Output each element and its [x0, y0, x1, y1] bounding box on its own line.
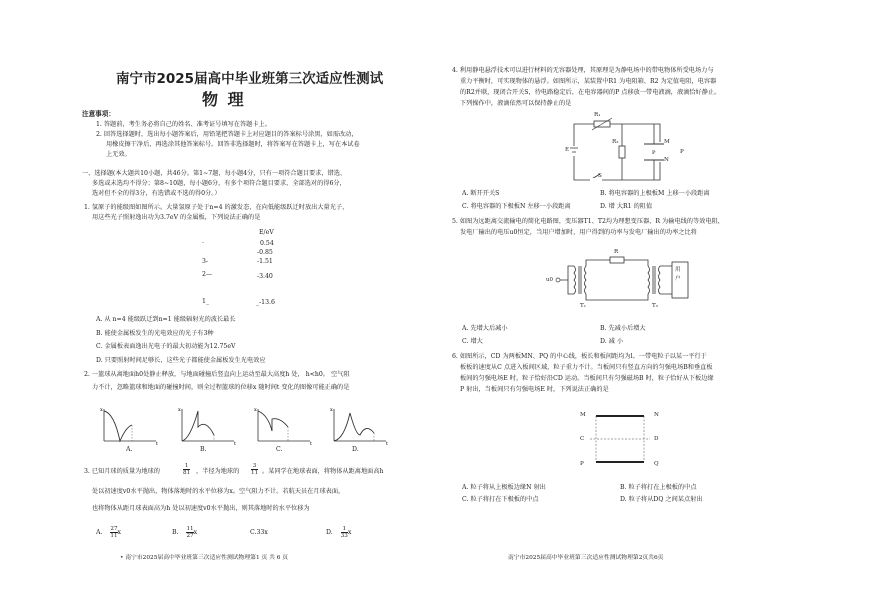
q5-option-c: C. 增大: [462, 338, 483, 345]
q6-stem: 板间的匀强电场E 时，粒子恰好沿CD 运动。当板间只有匀强磁场B 时，粒子恰好从下板边缘: [460, 375, 714, 382]
q2-graph-d: [330, 405, 390, 445]
q4-option-b: B. 将电容器的上极板M 上移一小段距离: [600, 190, 710, 197]
fraction-numerator: 3: [252, 463, 257, 469]
q2-stem: 力不计，忽略篮球和地面的碰撞时间，则全过程篮球的位移x 随时间t 变化的图像可能正确的是: [92, 384, 350, 391]
c-point-label: C: [580, 436, 585, 442]
r1-label: R₁: [594, 112, 601, 118]
r-label: R: [614, 249, 619, 255]
q3-fraction-radius: [251, 463, 258, 476]
r2-label: R₂: [612, 139, 619, 145]
page2-footer: 南宁市2025届高中毕业班第三次适应性测试物理第2页共6页: [508, 555, 664, 561]
q2-label-b: B.: [200, 446, 207, 453]
q6-stem: 6. 如图所示，CD 为两板MN、PQ 的中心线，板长和板间距均为l。一带电粒子以某一平行于: [452, 353, 707, 360]
q6-option-c: C. 粒子将打在下极板的中点: [462, 496, 539, 503]
q6-option-d: D. 粒子将从DQ 之间某点射出: [620, 496, 703, 503]
t2-label: T₂: [652, 303, 658, 309]
fraction-numerator: 27: [110, 526, 118, 532]
q1-option-b: B. 能使金属板发生的光电效应的光子有3种: [96, 330, 214, 337]
q3-option-c: C.33x: [250, 529, 268, 536]
notice-line: 用橡皮擦干净后，再选涂其他答案标号。回答非选择题时，将答案写在答题卡上，写在本试卷: [106, 141, 360, 148]
t1-label: T₁: [580, 303, 586, 309]
svg-text:x: x: [178, 407, 181, 413]
q1-option-a: A. 从 n=4 能级跃迁到n=1 能级辐射光的波长最长: [96, 316, 236, 323]
q5-stem: 5. 如图为远距离交流输电的简化电路图，变压器T1、T2均为理想变压器，R 为输电线的等效电阻，: [452, 218, 724, 225]
p-plate-label: P: [580, 461, 584, 467]
fraction-numerator: 1: [342, 526, 347, 532]
option-var: x: [117, 529, 122, 536]
q6-plates-diagram: [590, 410, 650, 468]
fraction-denominator: 27: [186, 533, 194, 539]
q1-stem: 1. 氢原子的能级图如图所示。大量氢原子处于n=4 的激发态，在向低能级跃迁时放出大量光子，: [84, 204, 349, 211]
page1-footer: • 南宁市2025届高中毕业班第三次适应性测试物理第1 页 共 6 页: [120, 555, 289, 561]
svg-text:t: t: [234, 441, 237, 447]
fraction-numerator: 11: [186, 526, 194, 532]
q3-option-a: [96, 526, 121, 539]
level-n-label: ·: [202, 240, 204, 247]
notice-line: 上无效。: [106, 151, 131, 158]
section-heading: 选对但不全的得3分，有选错或不选的得0分。）: [92, 190, 221, 197]
fraction-denominator: 33: [340, 533, 348, 539]
level-n-label: 1_: [202, 298, 210, 305]
n-plate-label: N: [654, 412, 659, 418]
energy-axis-label: E/eV: [259, 229, 274, 236]
e-label: E: [565, 147, 570, 153]
q4-option-a: A. 断开开关S: [462, 190, 500, 197]
q2-label-c: C.: [276, 446, 283, 453]
section-heading: 一、选择题(本大题共10小题，共46分。第1~7题，每小题4分，只有一项符合题目要求，错选、: [82, 170, 347, 177]
section-heading: 多选或未选均不得分；第8~10题，每小题6分，有多个项符合题目要求，全部选对的得6分，: [92, 180, 346, 187]
q4-option-d: D. 增 大R1 的阻值: [600, 203, 653, 210]
d-point-label: D: [654, 436, 659, 442]
m-label: M: [664, 139, 670, 145]
svg-text:t: t: [156, 441, 159, 447]
q6-option-b: B. 粒子将打在上极板的中点: [620, 484, 697, 491]
level-energy: _-13.6: [256, 299, 275, 306]
notice-line: 1. 答题前，考生务必将自己的姓名、准考证号填写在答题卡上。: [96, 121, 271, 128]
option-label: B.: [172, 529, 179, 536]
level-energy: -1.51: [257, 258, 273, 265]
level-n-label: 2—: [202, 271, 213, 278]
q3-stem-a: 3. 已知月球的质量为地球的: [84, 468, 160, 475]
level-n-label: 3-: [202, 258, 209, 265]
q2-label-d: D.: [352, 446, 359, 453]
q3-stem-b: ，半径为地球的: [196, 468, 240, 475]
fraction-denominator: 11: [251, 470, 259, 476]
q5-stem: 发电厂输出的电压u0恒定，当用户增加时，用户得到的功率与发电厂输出的功率之比将: [460, 229, 697, 236]
svg-text:x: x: [100, 407, 103, 413]
option-var: x: [193, 529, 198, 536]
q6-stem: 板板的速度从C 点进入板间区域，粒子重力不计。当板间只有竖直方向的匀强电场B和垂直板: [460, 364, 713, 371]
q4-option-c: C. 将电容器的下极板N 左移一小段距离: [462, 203, 571, 210]
q5-option-b: B. 先减小后增大: [600, 325, 646, 332]
user-label: 用户: [675, 267, 681, 282]
m-plate-label: M: [580, 412, 586, 418]
q4-stem: 重力平衡时，可实现物体的悬浮。如图所示，某装置中R1 为电阻箱、R2 为定值电阻，电容器: [460, 78, 717, 85]
svg-text:x: x: [330, 407, 333, 413]
q3-stem-c: 。某同学在地球表面，将物体从距离地面高h: [262, 468, 384, 475]
q3-stem-line: 也将物体从距月球表面高为h 处以初速度v0水平抛出，则其落地时的水平位移为: [92, 505, 310, 512]
svg-text:t: t: [386, 441, 389, 447]
option-var: x: [347, 529, 352, 536]
n-label: N: [664, 157, 669, 163]
q4-stem: 下列操作中，液滴依然可以保持静止的是: [460, 100, 572, 107]
q4-stem: 的R2并联，现闭合开关S，待电路稳定后，在电容器间的P 点移放一带电液滴，液滴恰好静止。: [460, 89, 721, 96]
q2-graph-a: [100, 405, 160, 445]
q1-option-d: D. 只要照射时间足够长，这些光子都能使金属板发生光电效应: [96, 357, 266, 364]
q3-option-b: [172, 526, 197, 539]
level-energy: -3.40: [257, 273, 273, 280]
q5-option-a: A. 先增大后减小: [462, 325, 508, 332]
q3-fraction-mass: [183, 463, 190, 476]
level-energy: 0.54: [260, 240, 274, 247]
q1-stem: 用这些光子照射逸出功为3.7eV 的金属板，下列说法正确的是: [92, 214, 261, 221]
notice-heading: 注意事项：: [82, 110, 115, 118]
q3-option-d: [326, 526, 351, 539]
subject-title: 物 理: [202, 90, 246, 109]
option-label: A.: [96, 529, 103, 536]
fraction-numerator: 1: [184, 463, 189, 469]
notice-line: 2. 回答选择题时，选出每小题答案后，用铅笔把答题卡上对应题目的答案标号涂黑，如需改动，: [96, 131, 358, 138]
page-title: 南宁市2025届高中毕业班第三次适应性测试: [116, 71, 384, 87]
q-plate-label: Q: [654, 461, 659, 467]
q2-label-a: A.: [126, 446, 133, 453]
svg-text:t: t: [310, 441, 313, 447]
q3-stem-line: 处以初速度v0水平抛出，物体落地时的水平位移为x。空气阻力不计。若航天员在月球表面，: [92, 488, 345, 495]
svg-text:P: P: [652, 150, 656, 156]
q2-stem: 2. 一篮球从离地面h0处静止释放，与地面碰撞后竖直向上运动至最大高度h 处， h<h0。 空气阻: [84, 371, 350, 378]
s-label: S: [598, 173, 602, 179]
q2-graph-c: [254, 405, 314, 445]
q6-option-a: A. 粒子将从上极板边缘N 射出: [462, 484, 546, 491]
q5-option-d: D. 减 小: [600, 338, 624, 345]
q2-graph-b: [178, 405, 238, 445]
fraction-denominator: 11: [110, 533, 118, 539]
q4-circuit-diagram: [560, 116, 670, 186]
q6-stem: P 射出，当板间只有匀强电场E 时，下列说法正确的是: [460, 386, 609, 393]
fraction-denominator: 81: [183, 470, 191, 476]
option-label: D.: [326, 529, 333, 536]
svg-text:x: x: [254, 407, 257, 413]
level-energy: -0.85: [257, 249, 273, 256]
q4-stem: 4. 利用静电悬浮技术可以进行材料的无容器处理，其原理是为静电场中的带电物体所受电场力与: [452, 67, 714, 74]
p-label: P: [680, 149, 684, 155]
q1-option-c: C. 金属板表面逸出光电子的最大初动能为12.75eV: [96, 343, 236, 350]
u0-label: u0: [546, 277, 553, 283]
